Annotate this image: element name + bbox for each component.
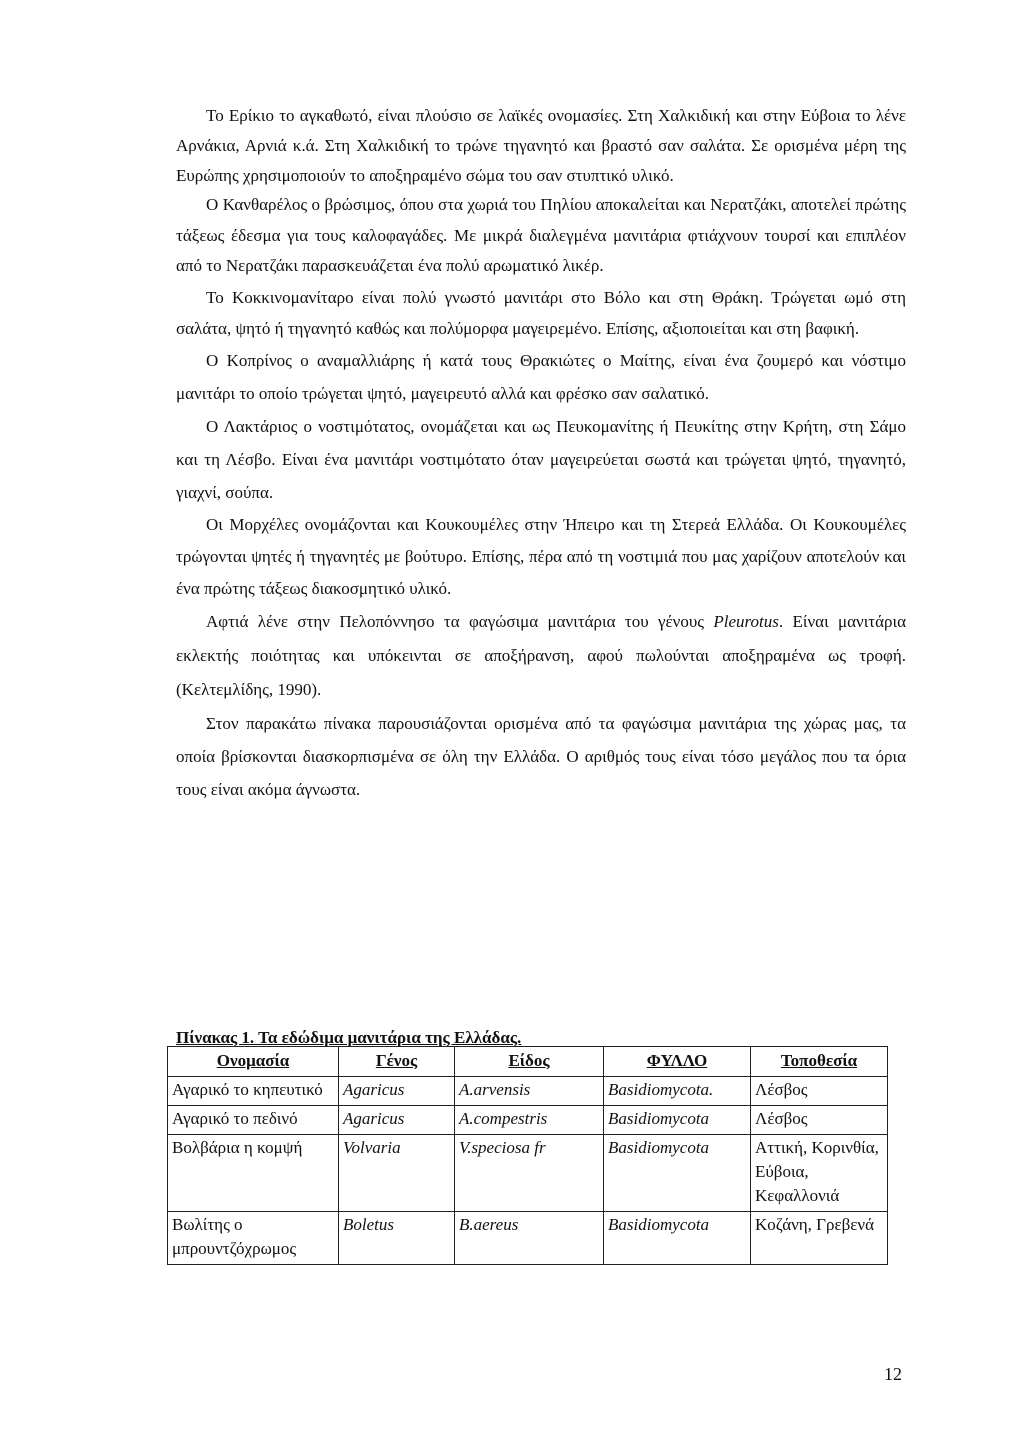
cell-species: V.speciosa fr xyxy=(455,1135,604,1212)
cell-location: Λέσβος xyxy=(751,1077,888,1106)
pleurotus-genus: Pleurotus xyxy=(713,611,779,631)
cell-location: Αττική, Κορινθία, Εύβοια, Κεφαλλονιά xyxy=(751,1135,888,1212)
table-row xyxy=(168,1077,888,1106)
header-name: Ονομασία xyxy=(168,1047,339,1077)
header-phylum: ΦΥΛΛΟ xyxy=(604,1047,751,1077)
cell-genus: Agaricus xyxy=(339,1077,455,1106)
cell-genus: Volvaria xyxy=(339,1135,455,1212)
table-row xyxy=(168,1135,888,1212)
paragraph-laktarios: Ο Λακτάριος ο νοστιμότατος, ονομάζεται και ως Πευκομανίτης ή Πευκίτης στην Κρήτη, στη Σάμο και τη Λέσβο. Είναι ένα μανιτάρι νοστιμότατο όταν μαγειρεύεται σωστά και τρώγεται ψητό, τηγανητό, γιαχνί, σούπα. xyxy=(176,416,906,502)
cell-phylum: Basidiomycota xyxy=(604,1106,751,1135)
cell-phylum: Basidiomycota xyxy=(604,1135,751,1212)
header-location: Τοποθεσία xyxy=(751,1047,888,1077)
paragraph-kokkinomanitaro: Το Κοκκινομανίταρο είναι πολύ γνωστό μανιτάρι στο Βόλο και στη Θράκη. Τρώγεται ωμό στη σαλάτα, ψητό ή τηγανητό καθώς και πολύμορφα μαγειρεμένο. Επίσης, αξιοποιείται και στη βαφική. xyxy=(176,287,906,338)
page-number: 12 xyxy=(884,1364,902,1384)
mushroom-table xyxy=(167,1046,888,1265)
cell-phylum: Basidiomycota xyxy=(604,1212,751,1265)
paragraph-koprinos: Ο Κοπρίνος ο αναμαλλιάρης ή κατά τους Θρακιώτες ο Μαίτης, είναι ένα ζουμερό και νόστιμο μανιτάρι το οποίο τρώγεται ψητό, μαγειρευτό αλλά και φρέσκο σαν σαλατικό. xyxy=(176,350,906,403)
cell-species: A.compestris xyxy=(455,1106,604,1135)
paragraph-kantharelos: Ο Κανθαρέλος ο βρώσιμος, όπου στα χωριά του Πηλίου αποκαλείται και Νερατζάκι, αποτελεί πρώτης τάξεως έδεσμα για τους καλοφαγάδες. Με μικρά διαλεγμένα μανιτάρια φτιάχνουν τουρσί και επιπλέον από το Νερατζάκι παρασκευάζεται ένα πολύ αρωματικό λικέρ. xyxy=(176,195,906,276)
header-genus: Γένος xyxy=(339,1047,455,1077)
header-species: Είδος xyxy=(455,1047,604,1077)
cell-species: B.aereus xyxy=(455,1212,604,1265)
cell-location: Λέσβος xyxy=(751,1106,888,1135)
table-row xyxy=(168,1106,888,1135)
pleurotus-text-after: . Είναι μανιτάρια εκλεκτής ποιότητας και υπόκεινται σε αποξήρανση, αφού πωλούνται αποξηραμένα ως τροφή. (Κελτεμλίδης, 1990). xyxy=(176,611,907,699)
cell-genus: Boletus xyxy=(339,1212,455,1265)
cell-name: Βωλίτης ο μπρουντζόχρωμος xyxy=(168,1212,339,1265)
cell-name: Αγαρικό το κηπευτικό xyxy=(168,1077,339,1106)
cell-name: Βολβάρια η κομψή xyxy=(168,1135,339,1212)
cell-genus: Agaricus xyxy=(339,1106,455,1135)
cell-name: Αγαρικό το πεδινό xyxy=(168,1106,339,1135)
cell-phylum: Basidiomycota. xyxy=(604,1077,751,1106)
table-row xyxy=(168,1212,888,1265)
document-body xyxy=(176,101,906,806)
paragraph-erikio: Το Ερίκιο το αγκαθωτό, είναι πλούσιο σε λαϊκές ονομασίες. Στη Χαλκιδική και στην Εύβοια το λένε Αρνάκια, Αρνιά κ.ά. Στη Χαλκιδική το τρώνε τηγανητό και βραστό σαν σαλάτα. Σε ορισμένα μέρη της Ευρώπης χρησιμοποιούν το αποξηραμένο σώμα του σαν στυπτικό υλικό. xyxy=(176,106,906,185)
table-header-row xyxy=(168,1047,888,1077)
paragraph-morcheles: Οι Μορχέλες ονομάζονται και Κουκουμέλες στην Ήπειρο και τη Στερεά Ελλάδα. Οι Κουκουμέλες τρώγονται ψητές ή τηγανητές με βούτυρο. Επίσης, πέρα από τη νοστιμιά που μας χαρίζουν αποτελούν και ένα πρώτης τάξεως διακοσμητικό υλικό. xyxy=(176,514,906,598)
cell-species: A.arvensis xyxy=(455,1077,604,1106)
pleurotus-text-before: Αφτιά λένε στην Πελοπόννησο τα φαγώσιμα μανιτάρια του γένους xyxy=(206,611,714,631)
table-caption: Πίνακας 1. Τα εδώδιμα μανιτάρια της Ελλάδας. xyxy=(176,1028,522,1047)
paragraph-intro: Στον παρακάτω πίνακα παρουσιάζονται ορισμένα από τα φαγώσιμα μανιτάρια της χώρας μας, τα οποία βρίσκονται διασκορπισμένα σε όλη την Ελλάδα. Ο αριθμός τους είναι τόσο μεγάλος που τα όρια τους είναι ακόμα άγνωστα. xyxy=(176,713,906,799)
paragraph-pleurotus xyxy=(176,605,906,707)
cell-location: Κοζάνη, Γρεβενά xyxy=(751,1212,888,1265)
